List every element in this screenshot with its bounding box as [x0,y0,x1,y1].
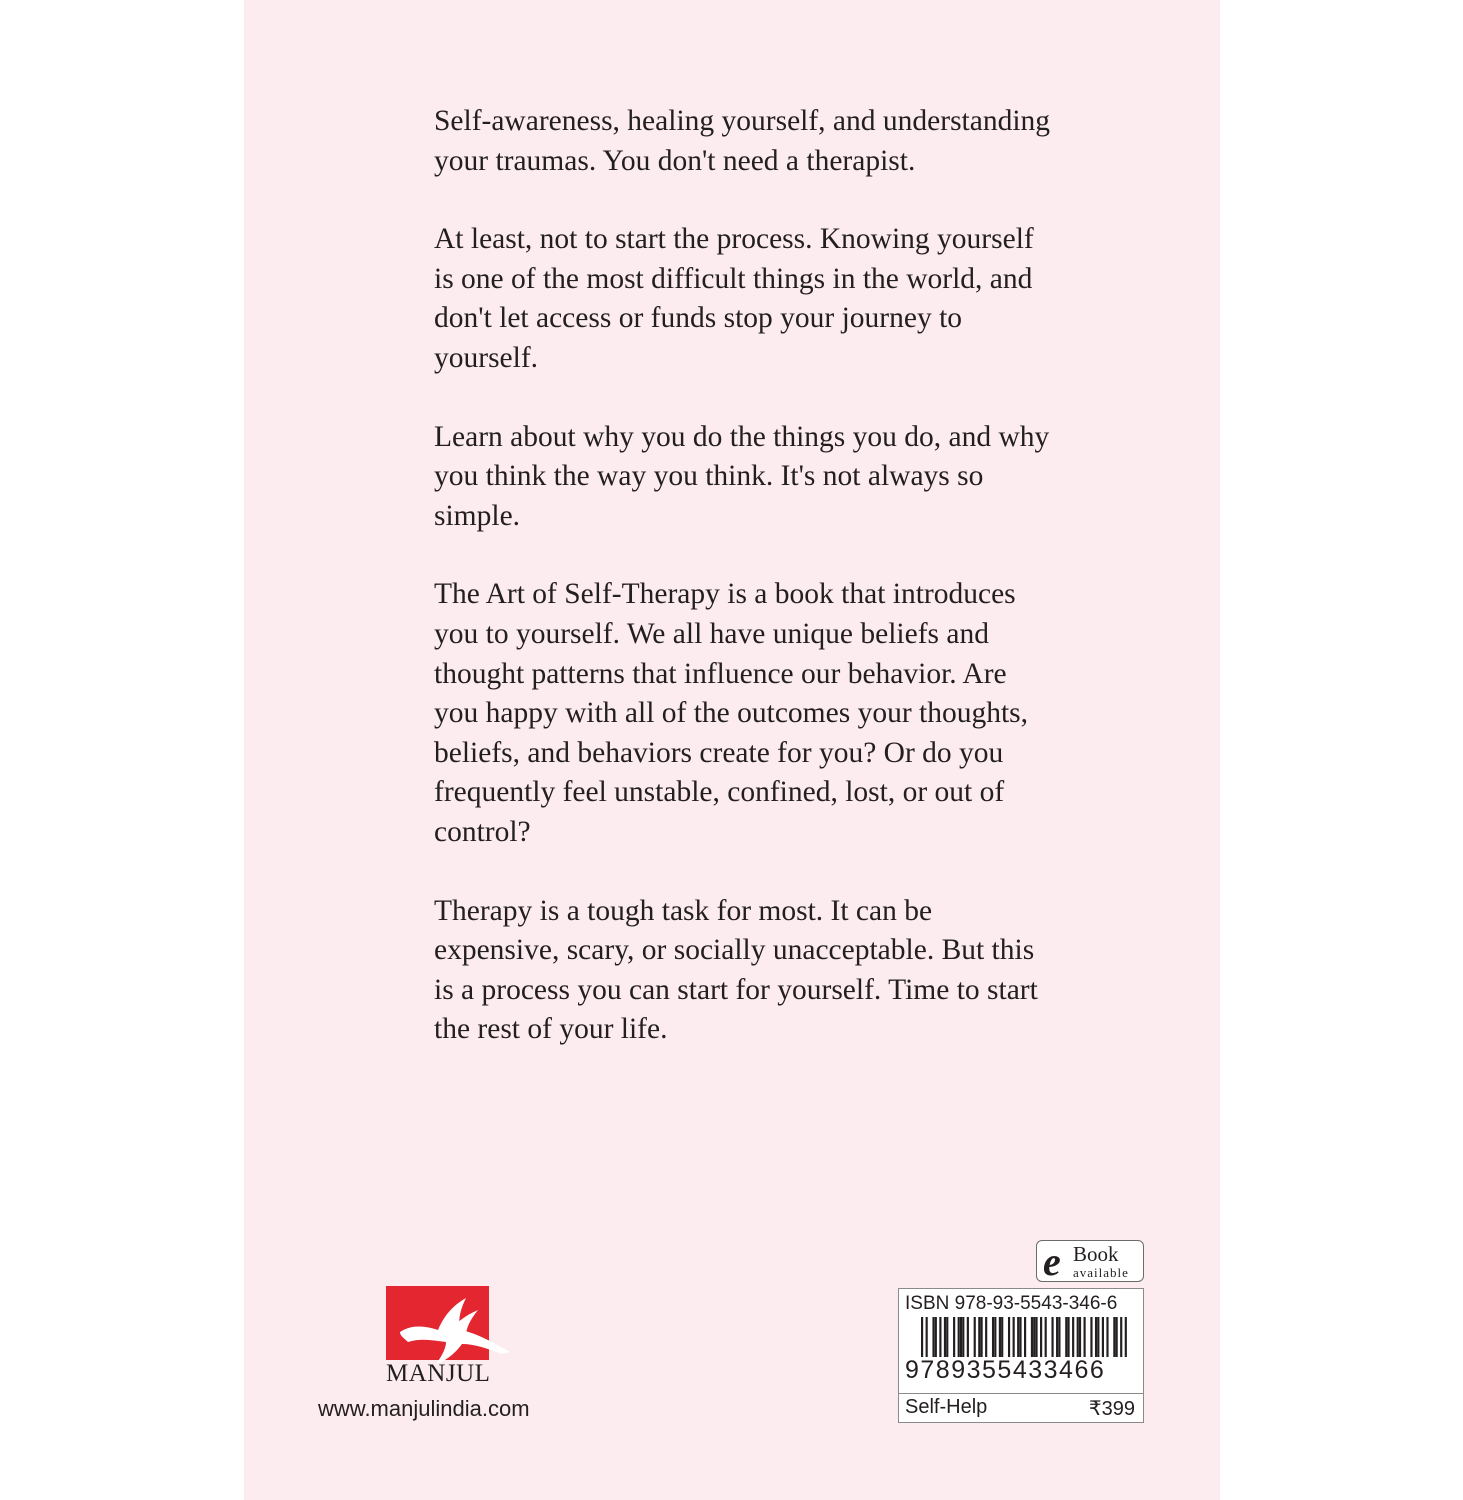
barcode-bar [1001,1317,1003,1361]
publisher-website: www.manjulindia.com [318,1396,530,1421]
barcode-bar [1045,1317,1047,1361]
barcode-bar [994,1317,996,1361]
barcode-bar [1065,1317,1067,1361]
barcode-bar [967,1317,969,1361]
barcode-bar [1116,1317,1118,1361]
barcode-bar [935,1317,937,1361]
barcode-bar [946,1317,948,1361]
barcode-bar [1040,1317,1042,1361]
ebook-letter: e [1043,1239,1061,1284]
barcode-bar [999,1317,1001,1361]
barcode-bar [1084,1317,1086,1361]
barcode-bar [958,1317,960,1361]
barcode-bar [953,1317,955,1361]
barcode-bar [981,1317,983,1361]
barcode-bar [1072,1317,1074,1361]
barcode-bar [1056,1317,1058,1361]
isbn-digits: 9789355433466 [905,1357,1141,1383]
barcode-bar [1097,1317,1099,1361]
barcode-bar [992,1317,994,1361]
isbn-footer [899,1393,1143,1422]
blurb-paragraph-1: Self-awareness, healing yourself, and understanding your traumas. You don't need a therapist. [434,105,1051,177]
barcode-bar [1033,1317,1035,1361]
barcode-bar [960,1317,962,1361]
barcode-bar [962,1317,964,1361]
barcode-bar [1035,1317,1037,1361]
barcode-bar [1079,1317,1081,1361]
barcode-bar [978,1317,980,1361]
barcode-bar [1106,1317,1108,1361]
ebook-word: Book [1073,1242,1119,1266]
barcode-bar [985,1317,987,1361]
barcode-bar [974,1317,976,1361]
blurb-paragraph-2: At least, not to start the process. Knowing yourself is one of the most difficult things in the world, and don't let access or funds stop your journey to yourself. [434,223,1034,374]
book-category: Self-Help [905,1396,988,1418]
barcode-bar [1013,1317,1015,1361]
ebook-subtext: available [1073,1265,1129,1280]
blurb-paragraph-5: Therapy is a tough task for most. It can be expensive, scary, or socially unacceptable. But this is a process you can start for yourself. Time to start the rest of your life. [434,894,1038,1046]
barcode-bar [1008,1317,1010,1361]
barcode-bar [1090,1317,1092,1361]
back-cover [244,0,1220,1500]
blurb-text [434,102,1054,1050]
publisher-name: MANJUL [386,1360,491,1387]
isbn-label: ISBN 978-93-5543-346-6 [905,1293,1118,1314]
barcode-bar [944,1317,946,1361]
barcode-bar [1058,1317,1060,1361]
barcode-bar [932,1317,934,1361]
barcode-bar [939,1317,941,1361]
barcode-bar [1102,1317,1104,1361]
barcode-bar [1031,1317,1033,1361]
barcode-bar [1095,1317,1097,1361]
barcode-bar [1067,1317,1069,1361]
isbn-barcode-box [898,1288,1144,1423]
barcode-bar [1019,1317,1021,1361]
blurb-paragraph-4: The Art of Self-Therapy is a book that introduces you to yourself. We all have unique beliefs and thought patterns that influence our behavior. Are you happy with all of the outcomes your thoughts, beliefs, and behaviors create for you? Or do you frequently feel unstable, confined, lost, or out of control? [434,578,1029,848]
barcode-bar [1113,1317,1115,1361]
barcode-bar [1017,1317,1019,1361]
book-price: ₹399 [1088,1398,1135,1420]
barcode-bar [1077,1317,1079,1361]
blurb-paragraph-3: Learn about why you do the things you do, and why you think the way you think. It's not always so simple. [434,420,1050,532]
barcode-bar [1051,1317,1053,1361]
ebook-available-badge [1036,1240,1144,1282]
